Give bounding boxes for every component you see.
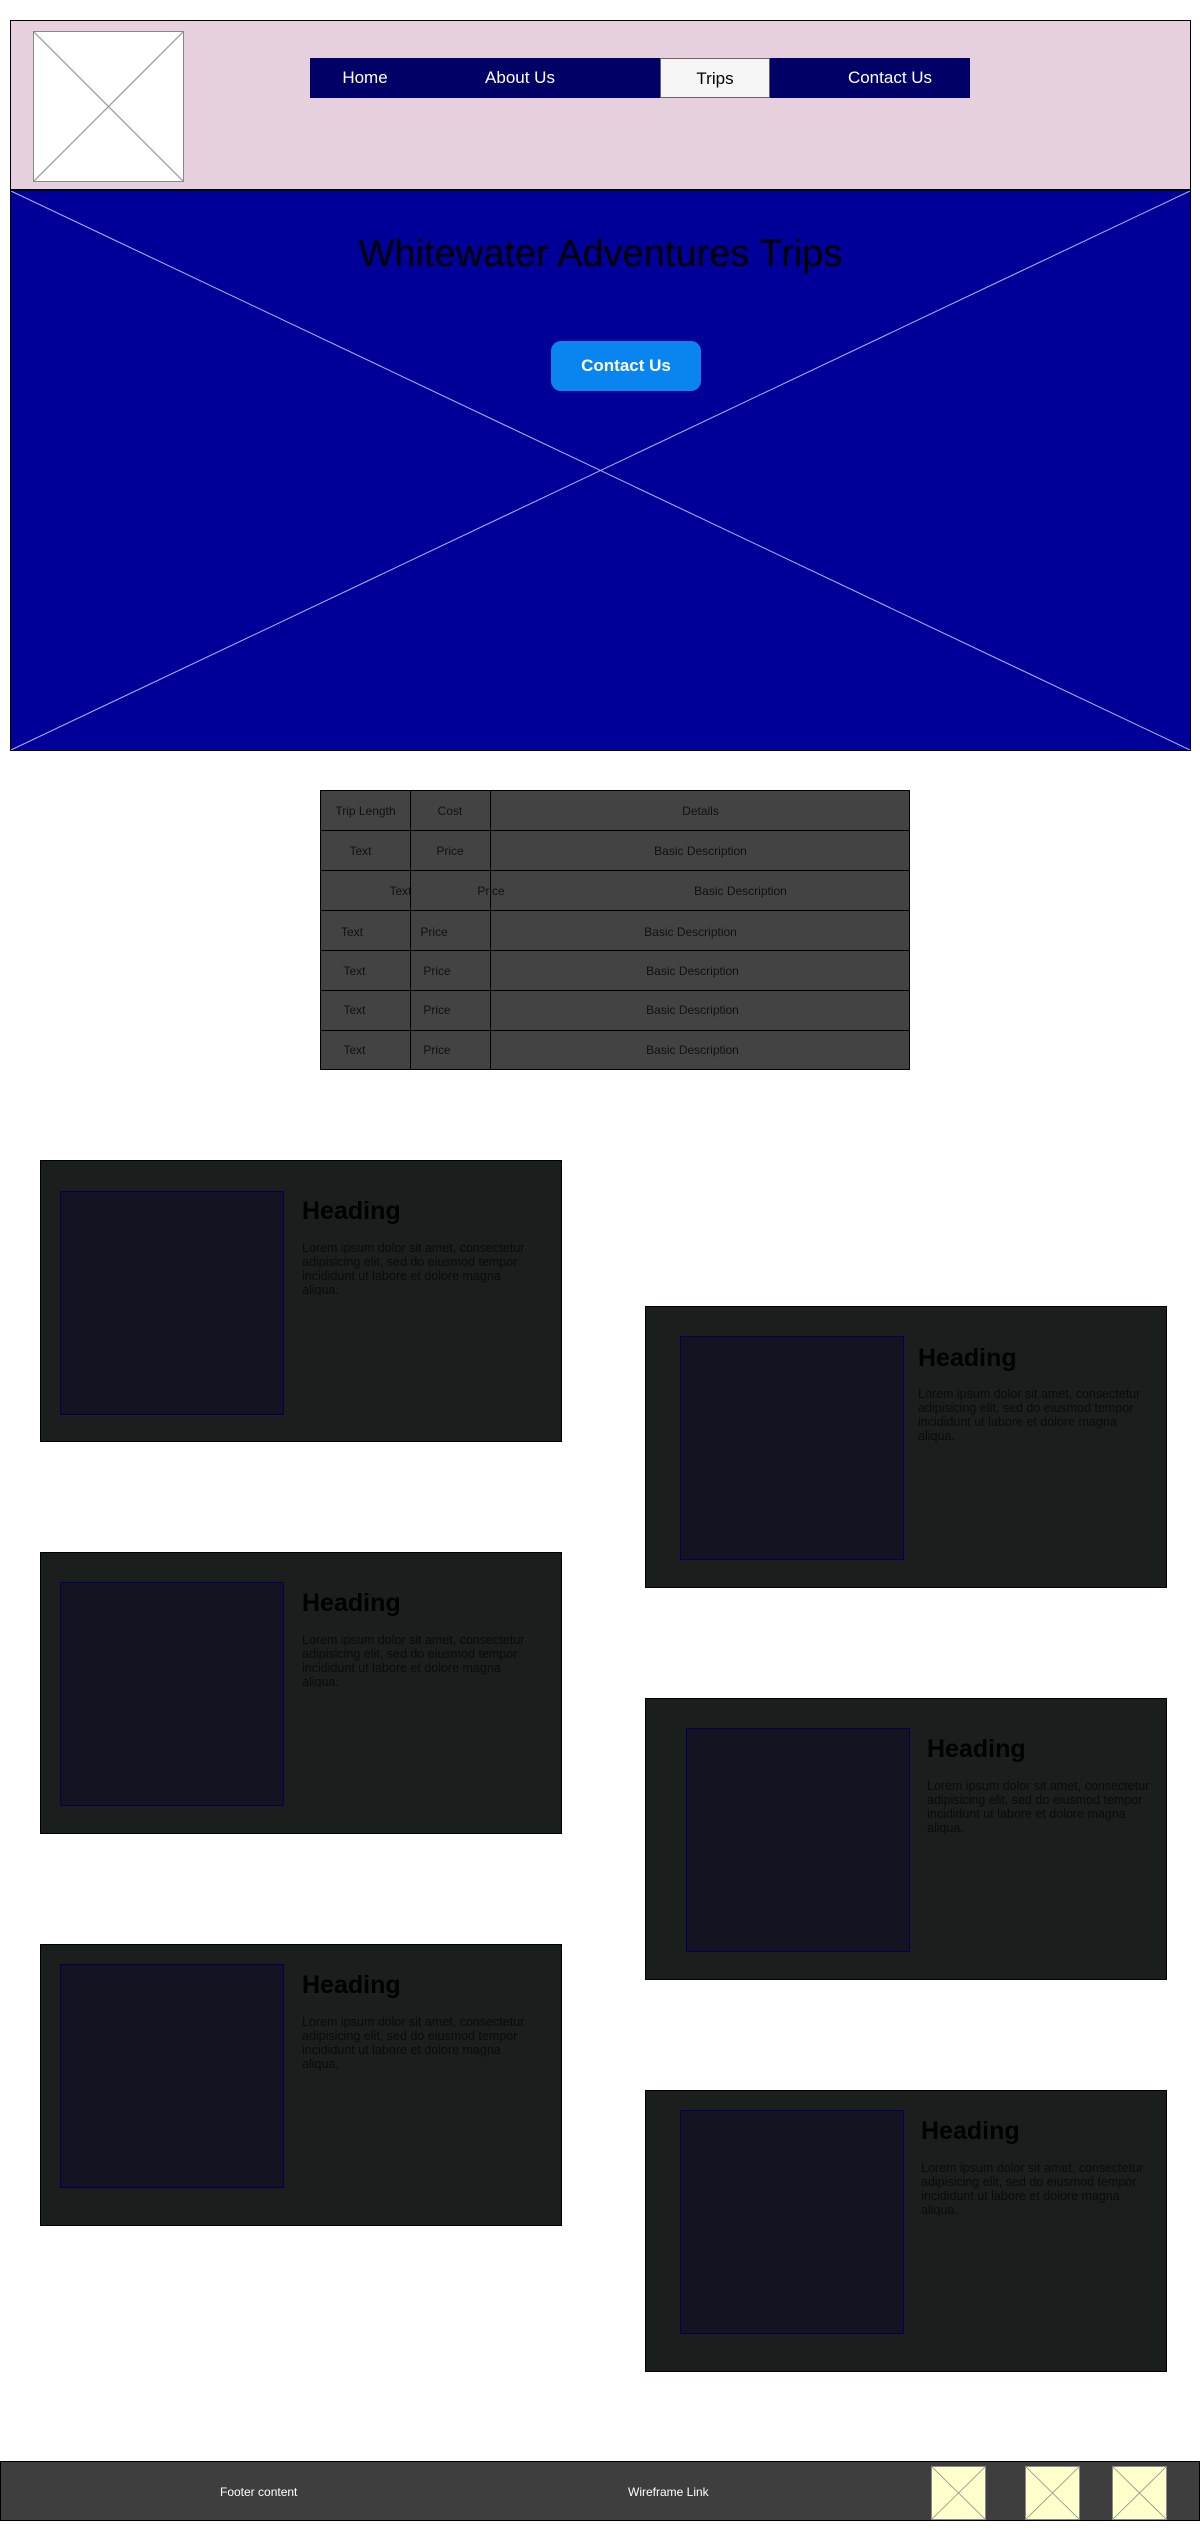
table-cell: Basic Description bbox=[694, 884, 787, 898]
table-cell: Price bbox=[423, 1003, 451, 1017]
card-text: Lorem ipsum dolor sit amet, consectetur adipisicing elit, sed do eiusmod tempor incididunt ut labore et dolore magna aliqua. bbox=[927, 1779, 1150, 1835]
table-cell: Price bbox=[423, 1043, 451, 1057]
hero-title: Whitewater Adventures Trips bbox=[358, 233, 843, 275]
trips-table bbox=[320, 790, 910, 1070]
table-header-cell: Trip Length bbox=[335, 804, 396, 818]
table-cell: Basic Description bbox=[646, 1043, 739, 1057]
trip-card[interactable] bbox=[645, 1698, 1167, 1980]
card-heading: Heading bbox=[302, 1589, 401, 1617]
main-nav bbox=[310, 58, 970, 98]
table-row bbox=[321, 911, 909, 951]
card-image-placeholder bbox=[680, 2110, 904, 2334]
card-image-placeholder bbox=[680, 1336, 904, 1560]
footer-content: Footer content bbox=[220, 2485, 298, 2499]
table-header-cell: Details bbox=[682, 804, 719, 818]
logo-image-placeholder-icon[interactable] bbox=[33, 31, 184, 182]
table-row bbox=[321, 1031, 909, 1071]
table-row bbox=[321, 991, 909, 1031]
table-cell: Price bbox=[477, 884, 505, 898]
table-header-row bbox=[321, 791, 909, 831]
trip-card[interactable] bbox=[645, 2090, 1167, 2372]
hero-banner bbox=[10, 190, 1191, 751]
card-image-placeholder bbox=[60, 1582, 284, 1806]
card-heading: Heading bbox=[302, 1971, 401, 1999]
table-cell: Text bbox=[343, 964, 366, 978]
trip-card[interactable] bbox=[40, 1160, 562, 1442]
hero-contact-us-button[interactable]: Contact Us bbox=[551, 341, 701, 391]
table-cell: Basic Description bbox=[644, 925, 737, 939]
image-placeholder-icon[interactable] bbox=[1112, 2466, 1167, 2520]
card-text: Lorem ipsum dolor sit amet, consectetur adipisicing elit, sed do eiusmod tempor incididunt ut labore et dolore magna aliqua. bbox=[302, 1633, 525, 1689]
card-text: Lorem ipsum dolor sit amet, consectetur adipisicing elit, sed do eiusmod tempor incididunt ut labore et dolore magna aliqua. bbox=[302, 2015, 525, 2071]
card-text: Lorem ipsum dolor sit amet, consectetur adipisicing elit, sed do eiusmod tempor incididunt ut labore et dolore magna aliqua. bbox=[921, 2161, 1144, 2217]
table-cell: Text bbox=[343, 1003, 366, 1017]
table-header-cell: Cost bbox=[437, 804, 463, 818]
site-footer bbox=[0, 2461, 1200, 2521]
table-cell: Price bbox=[423, 964, 451, 978]
table-cell: Basic Description bbox=[646, 1003, 739, 1017]
image-placeholder-icon[interactable] bbox=[931, 2466, 986, 2520]
footer-wireframe-link[interactable]: Wireframe Link bbox=[628, 2485, 709, 2499]
card-image-placeholder bbox=[60, 1191, 284, 1415]
table-cell: Text bbox=[389, 884, 412, 898]
card-heading: Heading bbox=[302, 1197, 401, 1225]
table-row bbox=[321, 951, 909, 991]
card-heading: Heading bbox=[921, 2117, 1020, 2145]
table-cell: Text bbox=[340, 925, 363, 939]
card-text: Lorem ipsum dolor sit amet, consectetur adipisicing elit, sed do eiusmod tempor incididunt ut labore et dolore magna aliqua. bbox=[302, 1241, 525, 1297]
nav-home[interactable]: Home bbox=[342, 68, 388, 87]
nav-trips[interactable]: Trips bbox=[660, 58, 770, 98]
card-heading: Heading bbox=[918, 1344, 1017, 1372]
table-cell: Basic Description bbox=[646, 964, 739, 978]
trip-card[interactable] bbox=[40, 1552, 562, 1834]
image-placeholder-icon[interactable] bbox=[1025, 2466, 1080, 2520]
table-row bbox=[321, 871, 909, 911]
site-header bbox=[10, 20, 1191, 190]
table-row bbox=[321, 831, 909, 871]
table-cell: Text bbox=[343, 1043, 366, 1057]
nav-about-us[interactable]: About Us bbox=[485, 68, 555, 87]
card-text: Lorem ipsum dolor sit amet, consectetur adipisicing elit, sed do eiusmod tempor incididunt ut labore et dolore magna aliqua. bbox=[918, 1387, 1141, 1443]
table-cell: Price bbox=[436, 844, 464, 858]
table-cell: Basic Description bbox=[654, 844, 747, 858]
trip-card[interactable] bbox=[40, 1944, 562, 2226]
trip-card[interactable] bbox=[645, 1306, 1167, 1588]
card-image-placeholder bbox=[60, 1964, 284, 2188]
card-image-placeholder bbox=[686, 1728, 910, 1952]
nav-contact-us[interactable]: Contact Us bbox=[847, 68, 933, 87]
table-cell: Text bbox=[349, 844, 372, 858]
card-heading: Heading bbox=[927, 1735, 1026, 1763]
table-cell: Price bbox=[420, 925, 448, 939]
